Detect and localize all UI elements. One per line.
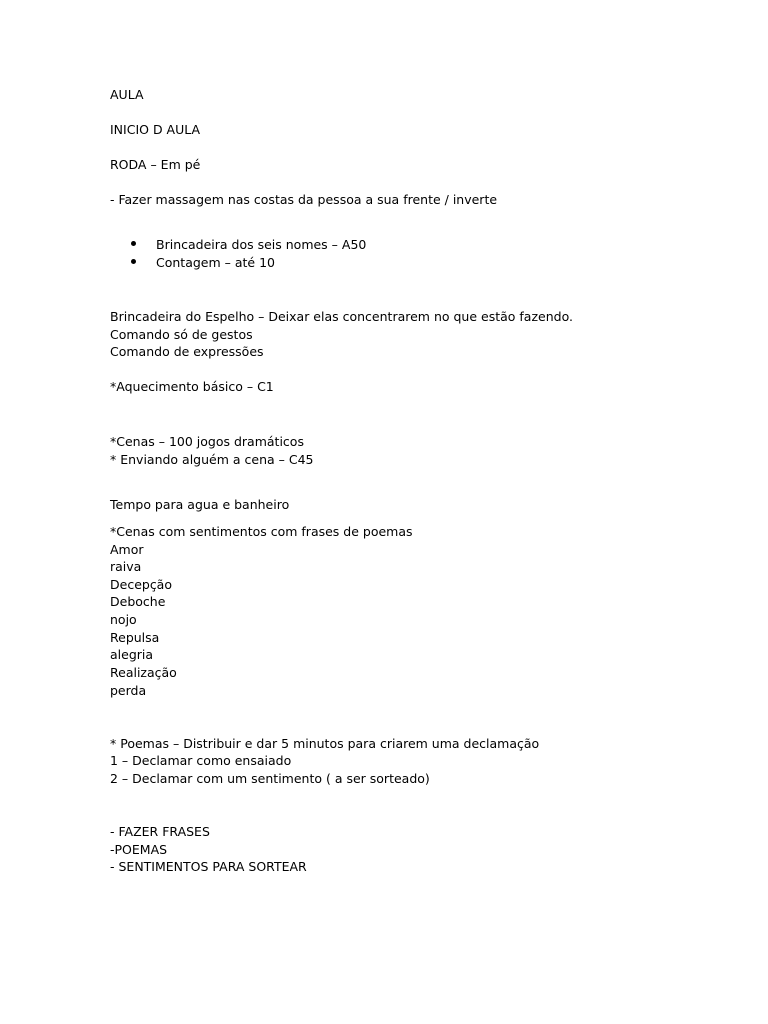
cenas-jogos-line: *Cenas – 100 jogos dramáticos xyxy=(110,434,304,449)
cenas-sentimentos-line: *Cenas com sentimentos com frases de poemas xyxy=(110,524,413,539)
sentimento-item: alegria xyxy=(110,647,154,662)
sentimento-item: raiva xyxy=(110,559,142,574)
bullet-icon xyxy=(131,259,136,264)
section-heading: INICIO D AULA xyxy=(110,122,201,137)
declamar-2-line: 2 – Declamar com um sentimento ( a ser sorteado) xyxy=(110,771,430,786)
aquecimento-line: *Aquecimento básico – C1 xyxy=(110,379,274,394)
fazer-frases-line: - FAZER FRASES xyxy=(110,824,210,839)
bullet-icon xyxy=(131,241,136,246)
document-title: AULA xyxy=(110,87,144,102)
poemas-line: * Poemas – Distribuir e dar 5 minutos para criarem uma declamação xyxy=(110,736,540,751)
sentimentos-sortear-line: - SENTIMENTOS PARA SORTEAR xyxy=(110,859,307,874)
sentimento-item: nojo xyxy=(110,612,137,627)
enviando-line: * Enviando alguém a cena – C45 xyxy=(110,452,314,467)
sentimento-item: Deboche xyxy=(110,594,166,609)
list-item: Contagem – até 10 xyxy=(156,255,275,270)
declamar-1-line: 1 – Declamar como ensaiado xyxy=(110,753,292,768)
sentimento-item: Repulsa xyxy=(110,630,160,645)
comando-expressoes-line: Comando de expressões xyxy=(110,344,264,359)
massagem-line: - Fazer massagem nas costas da pessoa a sua frente / inverte xyxy=(110,192,498,207)
list-item: Brincadeira dos seis nomes – A50 xyxy=(156,237,367,252)
comando-gestos-line: Comando só de gestos xyxy=(110,327,253,342)
roda-line: RODA – Em pé xyxy=(110,157,201,172)
espelho-line: Brincadeira do Espelho – Deixar elas concentrarem no que estão fazendo. xyxy=(110,309,573,324)
tempo-line: Tempo para agua e banheiro xyxy=(110,497,290,512)
sentimento-item: perda xyxy=(110,683,147,698)
sentimento-item: Realização xyxy=(110,665,177,680)
sentimento-item: Decepção xyxy=(110,577,172,592)
poemas-item-line: -POEMAS xyxy=(110,842,168,857)
sentimento-item: Amor xyxy=(110,542,144,557)
